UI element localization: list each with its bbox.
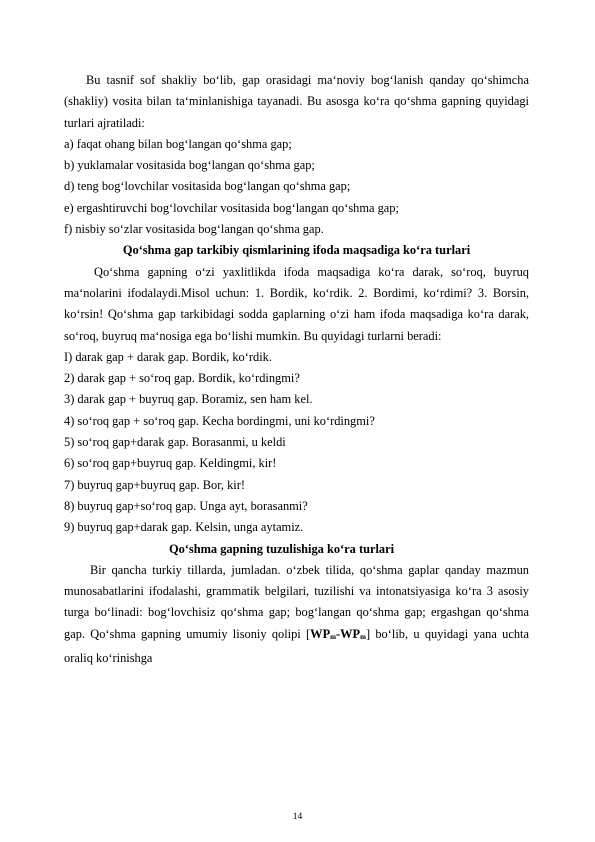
types-list: [64, 134, 529, 240]
list-item: 6) so‘roq gap+buyruq gap. Keldingmi, kir!: [64, 456, 277, 471]
list-item: e) ergashtiruvchi bog‘lovchilar vositasida bog‘langan qo‘shma gap;: [64, 200, 399, 215]
list-item: 4) so‘roq gap + so‘roq gap. Kecha bordingmi, uni ko‘rdingmi?: [64, 413, 375, 428]
list-item: b) yuklamalar vositasida bog‘langan qo‘shma gap;: [64, 158, 315, 173]
formula: $WP_m-WP_m$: [310, 626, 366, 641]
section-heading: Qo‘shma gap tarkibiy qismlarining ifoda maqsadiga ko‘ra turlari: [122, 243, 471, 258]
list-item: f) nisbiy so‘zlar vositasida bog‘langan qo‘shma gap.: [64, 222, 324, 237]
section-heading: Qo‘shma gapning tuzulishiga ko‘ra turlari: [168, 541, 395, 556]
list-item: 5) so‘roq gap+darak gap. Borasanmi, u keldi: [64, 435, 286, 450]
list-item: d) teng bog‘lovchilar vositasida bog‘langan qo‘shma gap;: [64, 179, 351, 194]
list-item: 7) buyruq gap+buyruq gap. Bor, kir!: [64, 477, 245, 492]
document-page: [64, 70, 529, 669]
body-paragraph: Qo‘shma gapning o‘zi yaxlitlikda ifoda maqsadiga ko‘ra darak, so‘roq, buyruq ma‘nolarini ifodalaydi.Misol uchun: 1. Bordik, ko‘rdik. 2. Bordimi, ko‘rdimi? 3. Borsin, ko‘rsin! Qo‘shma gap tarkibidagi sodda gaplarning o‘zi ham ifoda maqsadiga ko‘ra darak, so‘roq, buyruq ma‘nosiga ega bo‘lishi mumkin. Bu quyidagi turlarni beradi:: [64, 264, 529, 343]
intro-paragraph: Bu tasnif sof shakliy bo‘lib, gap orasidagi ma‘noviy bog‘lanish qanday qo‘shimcha (shakliy) vosita bilan ta‘minlanishiga tayanadi. Bu asosga ko‘ra qo‘shma gapning quyidagi turlari ajratiladi:: [64, 73, 529, 130]
list-item: a) faqat ohang bilan bog‘langan qo‘shma gap;: [64, 136, 292, 151]
examples-list: [64, 347, 529, 539]
paragraph-text: ] bo‘lib, u quyidagi yana uchta oraliq ko‘rinishga: [64, 626, 529, 666]
list-item: 8) buyruq gap+so‘roq gap. Unga ayt, borasanmi?: [64, 498, 308, 513]
paragraph-text: Bir qancha turkiy tillarda, jumladan. o‘zbek tilida, qo‘shma gaplar qanday mazmun munosabatlarini ifodalashi, grammatik belgilari, tuzilishi va intonatsiyasiga ko‘ra 3 asosiy turga bo‘linadi: bog‘lovchisiz qo‘shma gap; bog‘langan qo‘shma gap; ergashgan qo‘shma gap. Qo‘shma gapning umumiy lisoniy qolipi [: [64, 562, 529, 641]
list-item: I) darak gap + darak gap. Bordik, ko‘rdik.: [64, 349, 272, 364]
page-number: 14: [292, 812, 303, 822]
list-item: 2) darak gap + so‘roq gap. Bordik, ko‘rdingmi?: [64, 371, 300, 386]
list-item: 3) darak gap + buyruq gap. Boramiz, sen ham kel.: [64, 392, 313, 407]
body-paragraph: [64, 560, 529, 669]
list-item: 9) buyruq gap+darak gap. Kelsin, unga aytamiz.: [64, 520, 304, 535]
